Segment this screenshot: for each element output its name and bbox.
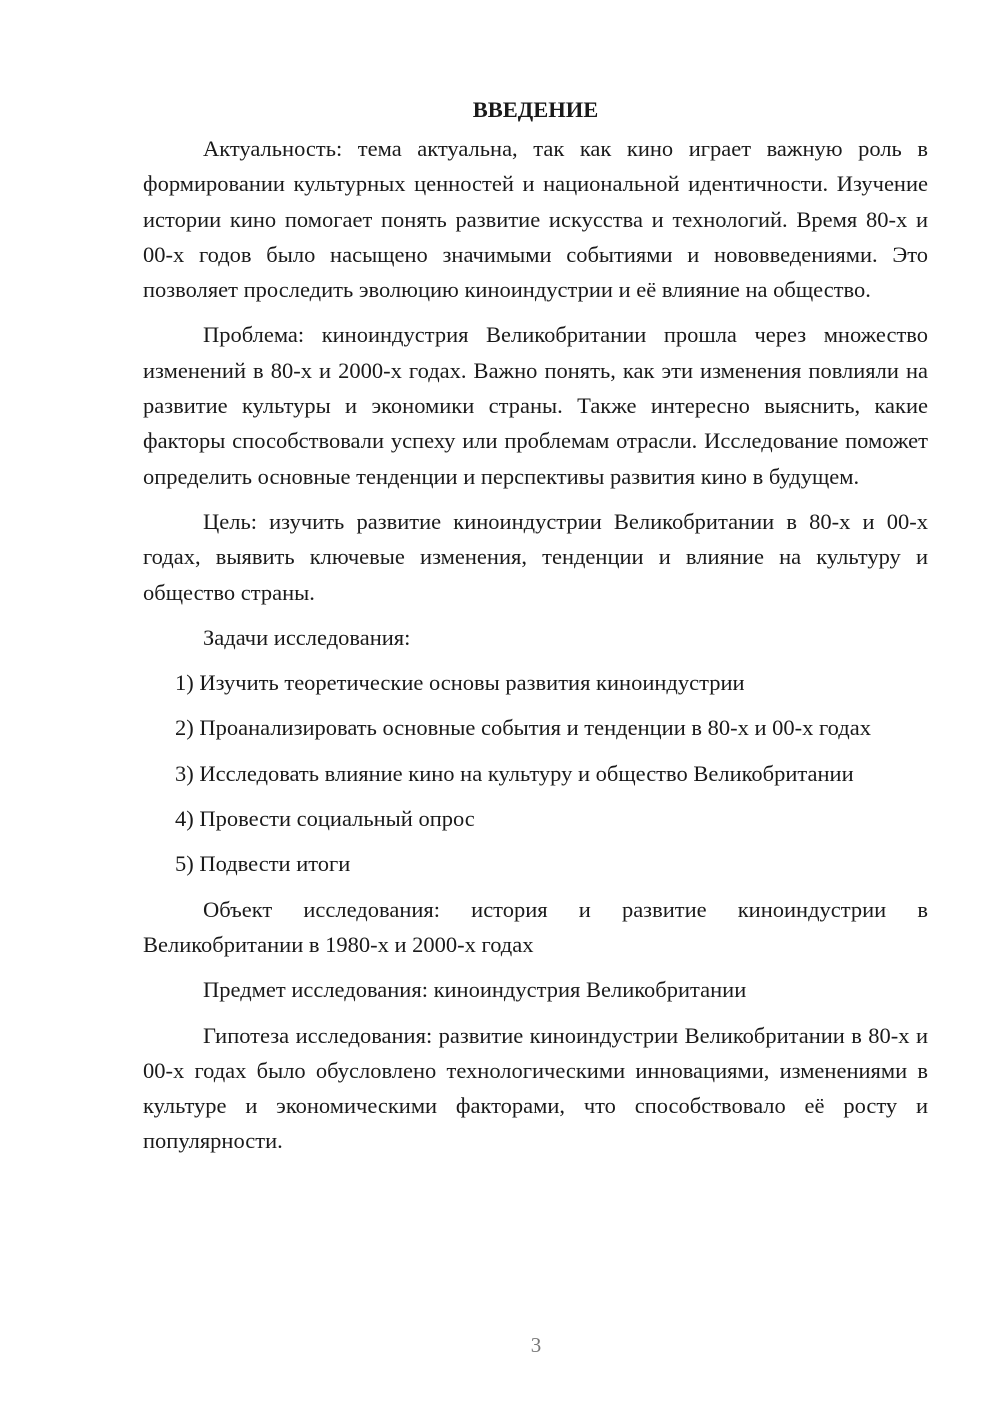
task-item-5: 5) Подвести итоги: [175, 851, 351, 877]
task-item-4: 4) Провести социальный опрос: [175, 806, 475, 832]
tasks-heading: Задачи исследования:: [203, 624, 411, 650]
page-number: 3: [530, 1333, 542, 1357]
section-title: ВВЕДЕНИЕ: [472, 97, 599, 122]
paragraph-subject: Предмет исследования: киноиндустрия Великобритании: [203, 977, 747, 1003]
task-item-1: 1) Изучить теоретические основы развития киноиндустрии: [175, 670, 745, 696]
paragraph-relevance: Актуальность: тема актуальна, так как кино играет важную роль в формировании культурных ценностей и национальной идентичности. Изучение истории кино помогает понять развитие искусства и технологий. Время 80-х и 00-х годов было насыщено значимыми событиями и нововведениями. Это позволяет проследить эволюцию киноиндустрии и её влияние на общество.: [143, 136, 928, 303]
paragraph-object: Объект исследования: история и развитие киноиндустрии в Великобритании в 1980-х и 2000-х годах: [143, 896, 928, 957]
paragraph-problem: Проблема: киноиндустрия Великобритании прошла через множество изменений в 80-х и 2000-х годах. Важно понять, как эти изменения повлияли на развитие культуры и экономики страны. Также интересно выяснить, какие факторы способствовали успеху или проблемам отрасли. Исследование поможет определить основные тенденции и перспективы развития кино в будущем.: [143, 322, 928, 489]
task-item-3: 3) Исследовать влияние кино на культуру и общество Великобритании: [175, 760, 854, 786]
paragraph-goal: Цель: изучить развитие киноиндустрии Великобритании в 80-х и 00-х годах, выявить ключевые изменения, тенденции и влияние на культуру и общество страны.: [143, 508, 928, 605]
page-content: [143, 92, 928, 1169]
task-item-2: 2) Проанализировать основные события и тенденции в 80-х и 00-х годах: [175, 715, 871, 741]
paragraph-hypothesis: Гипотеза исследования: развитие киноиндустрии Великобритании в 80-х и 00-х годах было обусловлено технологическими инновациями, изменениями в культуре и экономическими факторами, что способствовало её росту и популярности.: [143, 1022, 928, 1154]
